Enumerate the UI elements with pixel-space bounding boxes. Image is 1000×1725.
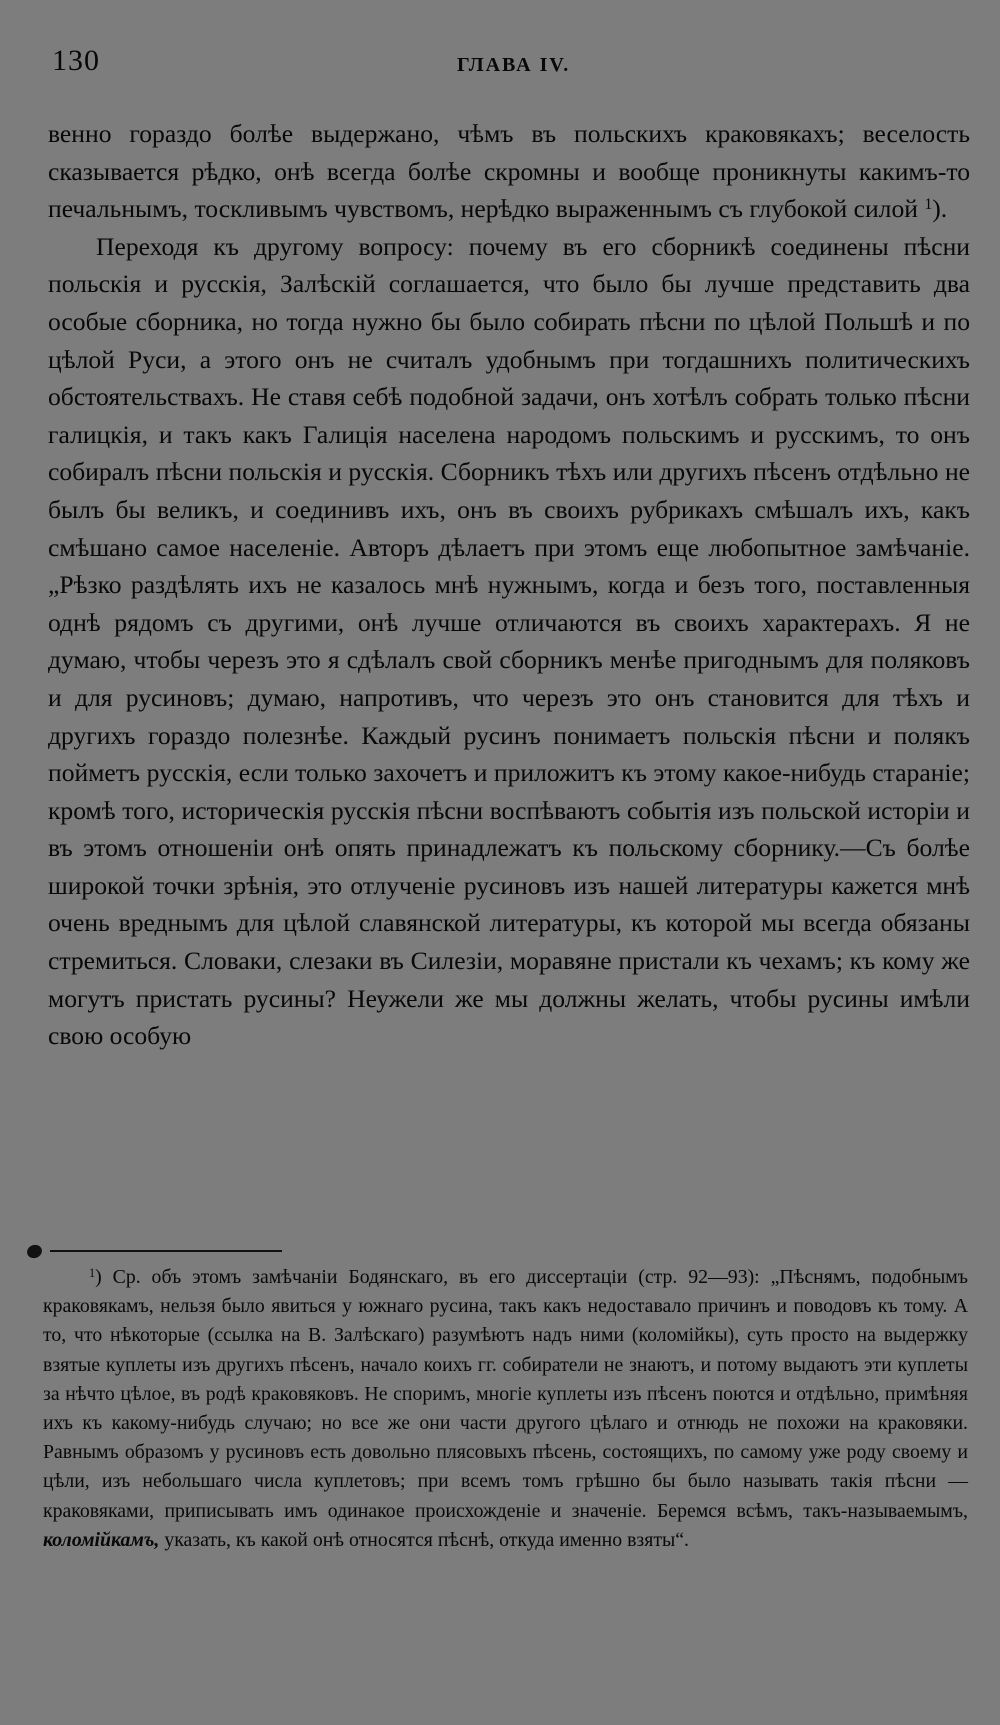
paragraph-1 — [48, 115, 970, 228]
footnote-reference: 1 — [924, 196, 933, 214]
paragraph-2: Переходя къ другому вопросу: почему въ его сборникѣ соединены пѣсни польскія и русскія, Залѣскій соглашается, что было бы лучше представить два особые сборника, но тогда нужно бы было собирать пѣсни по цѣлой Польшѣ и по цѣлой Руси, а этого онъ не считалъ удобнымъ при тогдашнихъ политическихъ обстоятельствахъ. Не ставя себѣ подобной задачи, онъ хотѣлъ собрать только пѣсни галицкія, и такъ какъ Галиція населена народомъ польскимъ и русскимъ, то онъ собиралъ пѣсни польскія и русскія. Сборникъ тѣхъ или другихъ пѣсенъ отдѣльно не былъ бы великъ, и соединивъ ихъ, онъ въ своихъ рубрикахъ смѣшалъ ихъ, какъ смѣшано самое населеніе. Авторъ дѣлаетъ при этомъ еще любопытное замѣчаніе. „Рѣзко раздѣлять ихъ не казалось мнѣ нужнымъ, когда и безъ того, поставленныя однѣ рядомъ съ другими, онѣ лучше отличаются въ своихъ характерахъ. Я не думаю, чтобы черезъ это я сдѣлалъ свой сборникъ менѣе пригоднымъ для поляковъ и для русиновъ; думаю, напротивъ, что черезъ это онъ становится для тѣхъ и другихъ гораздо полезнѣе. Каждый русинъ понимаетъ польскія пѣсни и полякъ пойметъ русскія, если только захочетъ и приложитъ къ этому какое-нибудь стараніе; кромѣ того, историческія русскія пѣсни воспѣваютъ событія изъ польской исторіи и въ этомъ отношеніи онѣ опять принадлежатъ къ польскому сборнику.—Съ болѣе широкой точки зрѣнія, это отлученіе русиновъ изъ нашей литературы кажется мнѣ очень вреднымъ для цѣлой славянской литературы, къ которой мы всегда обязаны стремиться. Словаки, слезаки въ Силезіи, моравяне пристали къ чехамъ; къ кому же могутъ пристать русины? Неужели же мы должны желать, чтобы русины имѣли свою особую — [48, 231, 970, 1051]
main-text — [48, 115, 970, 1055]
footnote-text-end: указать, къ какой онѣ относятся пѣснѣ, откуда именно взяты“. — [164, 1528, 689, 1551]
page-header — [52, 44, 968, 84]
footnote — [43, 1263, 968, 1555]
paragraph-1-end: ). — [932, 194, 948, 224]
ink-blot — [25, 1243, 44, 1260]
running-head: ГЛАВА IV. — [457, 54, 571, 76]
footnote-text: ) Ср. объ этомъ замѣчаніи Бодянскаго, въ его диссертаціи (стр. 92—93): „Пѣснямъ, подобнымъ краковякамъ, нельзя было явиться у южнаго русина, такъ какъ недоставало причинъ и поводовъ къ тому. А то, что нѣкоторые (ссылка на В. Залѣскаго) разумѣютъ надъ ними (коломійкы), суть просто на выдержку взятые куплеты изъ другихъ пѣсенъ, начало коихъ гг. собиратели не знаютъ, и потому выдаютъ эти куплеты за нѣчто цѣлое, въ родѣ краковяковъ. Не споримъ, многіе куплеты изъ пѣсенъ поются и отдѣльно, примѣняя ихъ къ какому-нибудь случаю; но все же они части другого цѣлаго и отнюдь не похожи на краковяки. Равнымъ образомъ у русиновъ есть довольно плясовыхъ пѣсень, состоящихъ, по самому уже роду своему и цѣли, изъ небольшаго числа куплетовъ; при всемъ томъ грѣшно бы было называть такія пѣсни — краковяками, приписывать имъ одинакое происхожденіе и значеніе. Беремся всѣмъ, такъ-называемымъ, — [43, 1266, 968, 1522]
footnote-paragraph — [43, 1263, 968, 1555]
footnote-emphasis: коломійкамъ, — [43, 1528, 160, 1551]
page-number: 130 — [52, 44, 100, 77]
footnote-divider — [50, 1250, 282, 1252]
footnote-marker: 1 — [89, 1265, 96, 1280]
paragraph-1-text: венно гораздо болѣе выдержано, чѣмъ въ польскихъ краковякахъ; веселость сказывается рѣдко, онѣ всегда болѣе скромны и вообще проникнуты какимъ-то печальнымъ, тоскливымъ чувствомъ, нерѣдко выраженнымъ съ глубокой силой — [48, 119, 970, 224]
